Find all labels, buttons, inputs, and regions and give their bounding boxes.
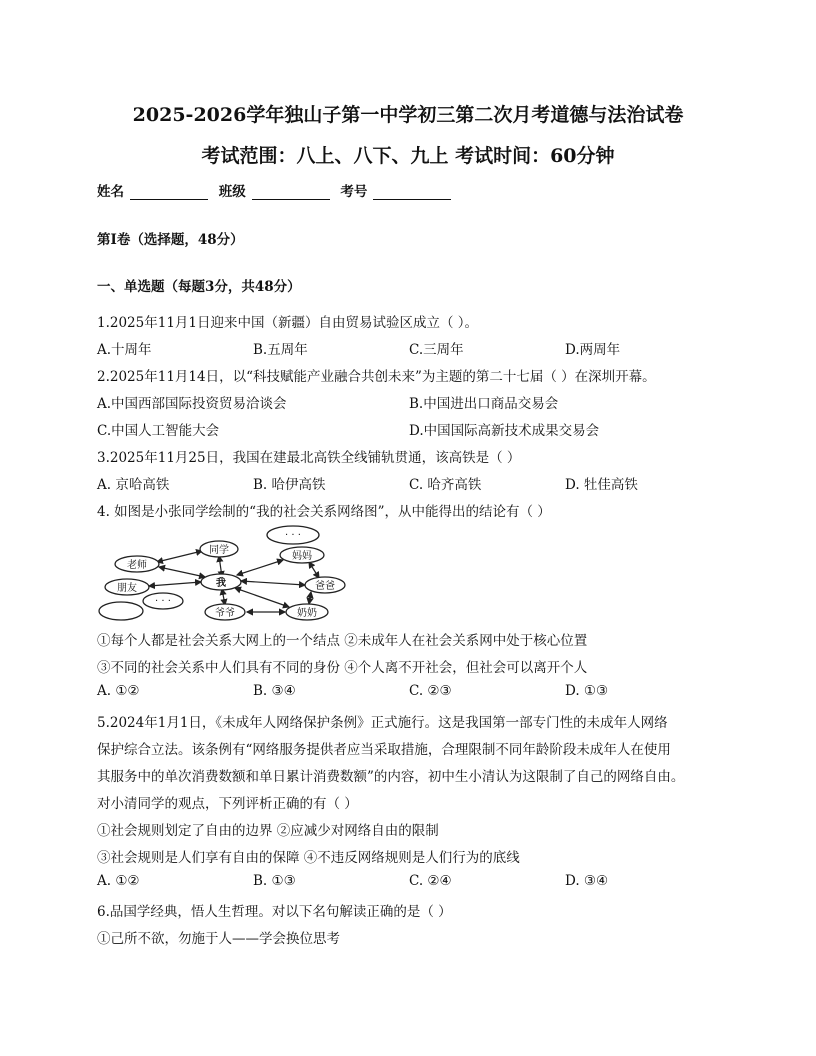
q2-stem: 2.2025年11月14日，以“科技赋能产业融合共创未来”为主题的第二十七届（ ）在深圳开幕。 (97, 369, 656, 385)
q4-statement-1: ①每个人都是社会关系大网上的一个结点 ②未成年人在社会关系网中处于核心位置 (97, 633, 588, 649)
number-label: 考号 (340, 184, 368, 200)
q2-option-a[interactable]: A.中国西部国际投资贸易洽谈会 (97, 396, 287, 412)
q5-statement-2: ③社会规则是人们享有自由的保障 ④不违反网络规则是人们行为的底线 (97, 850, 520, 866)
exam-title: 2025-2026学年独山子第一中学初三第二次月考道德与法治试卷 (132, 104, 684, 126)
label-dad: 爸爸 (315, 581, 335, 592)
node-empty (99, 602, 143, 620)
class-blank[interactable] (252, 185, 330, 200)
student-info-row (97, 180, 457, 200)
q4-statement-2: ③不同的社会关系中人们具有不同的身份 ④个人离不开社会，但社会可以离开个人 (97, 660, 588, 676)
q5-line-4: 对小清同学的观点，下列评析正确的有（ ） (97, 796, 358, 812)
q5-line-1: 5.2024年1月1日，《未成年人网络保护条例》正式施行。这是我国第一部专门性的未成年人网络 (97, 715, 668, 731)
q3-stem: 3.2025年11月25日，我国在建最北高铁全线铺轨贯通，该高铁是（ ） (97, 450, 521, 466)
q4-stem: 4. 如图是小张同学绘制的“我的社会关系网络图”，从中能得出的结论有（ ） (97, 504, 551, 520)
q4-option-b[interactable]: B. ③④ (253, 683, 296, 699)
q5-statement-1: ①社会规则划定了自由的边界 ②应减少对网络自由的限制 (97, 823, 439, 839)
class-label: 班级 (218, 184, 246, 200)
q1-option-c[interactable]: C.三周年 (409, 342, 464, 358)
q2-option-b[interactable]: B.中国进出口商品交易会 (409, 396, 559, 412)
q1-stem: 1.2025年11月1日迎来中国（新疆）自由贸易试验区成立（ ）。 (97, 315, 479, 331)
q2-option-d[interactable]: D.中国国际高新技术成果交易会 (409, 423, 600, 439)
label-dots-top: · · · (285, 530, 301, 541)
q2-option-c[interactable]: C.中国人工智能大会 (97, 423, 220, 439)
q3-option-d[interactable]: D. 牡佳高铁 (565, 477, 638, 493)
label-friend: 朋友 (117, 583, 137, 594)
q3-option-b[interactable]: B. 哈伊高铁 (253, 477, 326, 493)
section-heading: 第Ⅰ卷（选择题，48分） (97, 232, 244, 248)
label-dots-left: · · · (155, 596, 171, 607)
q5-line-3: 其服务中的单次消费数额和单日累计消费数额”的内容，初中生小清认为这限制了自己的网络自由。 (97, 769, 685, 785)
label-grandma: 奶奶 (297, 608, 317, 619)
q5-option-b[interactable]: B. ①③ (253, 873, 296, 889)
name-label: 姓名 (97, 184, 124, 200)
q5-line-2: 保护综合立法。该条例有“网络服务提供者应当采取措施，合理限制不同年龄阶段未成年人在使用 (97, 742, 671, 758)
q6-statement-1: ①己所不欲，勿施于人——学会换位思考 (97, 931, 340, 947)
label-mom: 妈妈 (292, 551, 312, 562)
q4-option-a[interactable]: A. ①② (97, 683, 140, 699)
q6-stem: 6.品国学经典，悟人生哲理。对以下名句解读正确的是（ ） (97, 904, 452, 920)
name-blank[interactable] (130, 185, 208, 200)
q4-option-c[interactable]: C. ②③ (409, 683, 452, 699)
q4-option-d[interactable]: D. ①③ (565, 683, 609, 699)
q5-option-c[interactable]: C. ②④ (409, 873, 452, 889)
q1-option-a[interactable]: A.十周年 (97, 342, 152, 358)
q3-option-a[interactable]: A. 京哈高铁 (97, 477, 170, 493)
part-heading: 一、单选题（每题3分，共48分） (97, 279, 301, 295)
social-relationship-diagram (97, 522, 357, 622)
q5-option-a[interactable]: A. ①② (97, 873, 140, 889)
label-teacher: 老师 (127, 560, 147, 571)
number-blank[interactable] (373, 185, 451, 200)
label-grandpa: 爷爷 (215, 608, 235, 619)
q1-option-d[interactable]: D.两周年 (565, 342, 621, 358)
q5-option-d[interactable]: D. ③④ (565, 873, 609, 889)
label-classmate: 同学 (209, 545, 229, 556)
q1-option-b[interactable]: B.五周年 (253, 342, 308, 358)
exam-subtitle: 考试范围：八上、八下、九上 考试时间：60分钟 (201, 145, 615, 167)
label-me: 我 (216, 578, 226, 589)
q3-option-c[interactable]: C. 哈齐高铁 (409, 477, 482, 493)
